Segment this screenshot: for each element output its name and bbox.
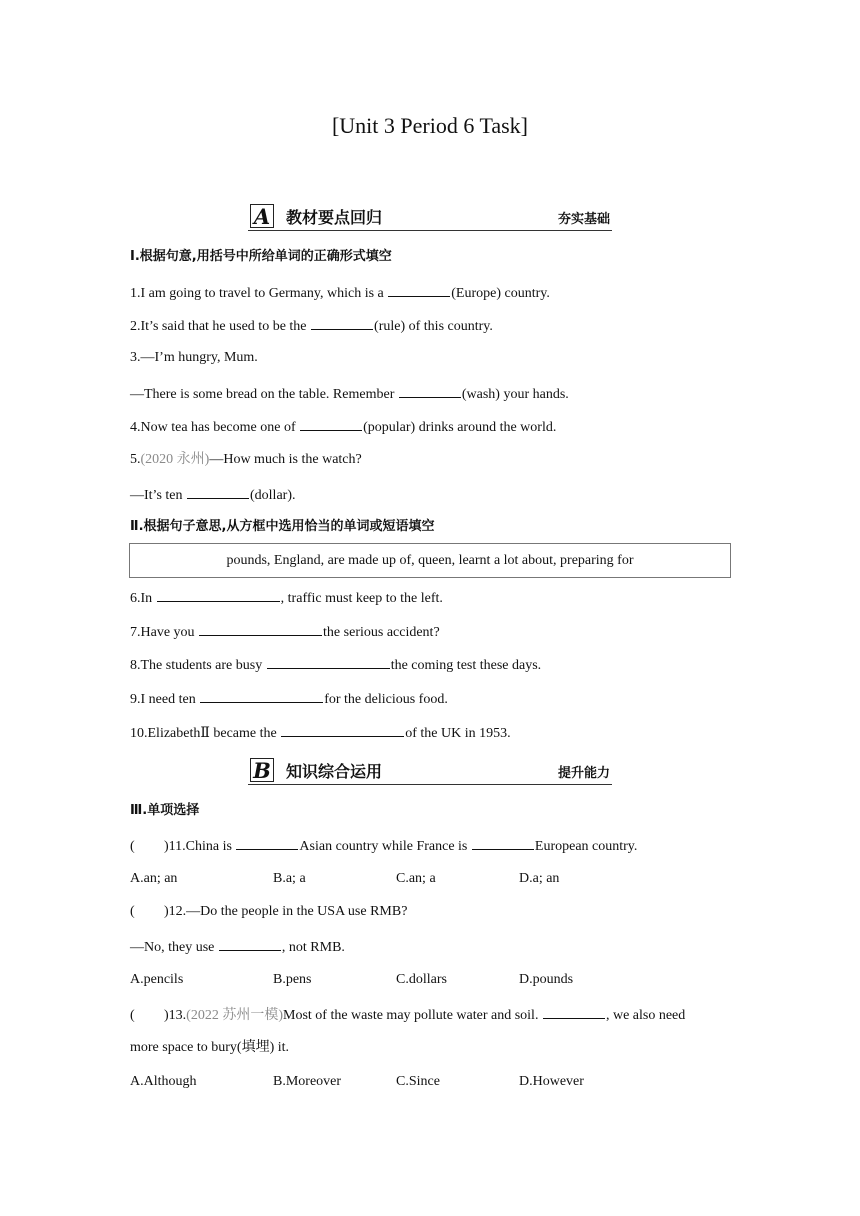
section-a-banner <box>248 202 612 231</box>
q11-option-c[interactable]: C.an; a <box>396 871 436 886</box>
page-title: [Unit 3 Period 6 Task] <box>331 113 529 138</box>
q13-option-d[interactable]: D.However <box>519 1074 584 1089</box>
answer-blank[interactable] <box>311 316 373 330</box>
part3-heading: Ⅲ.单项选择 <box>130 803 200 818</box>
q5-hint: (dollar). <box>250 488 296 503</box>
q9-rest: for the delicious food. <box>324 692 448 707</box>
q13-option-c[interactable]: C.Since <box>396 1074 440 1089</box>
q4-text: 4.Now tea has become one of <box>130 420 300 435</box>
question-8 <box>130 655 541 675</box>
q12-text: )12.—Do the people in the USA use RMB? <box>164 904 408 919</box>
q8-text: 8.The students are busy <box>130 658 266 673</box>
question-2 <box>130 316 493 336</box>
answer-blank[interactable] <box>187 485 249 499</box>
question-1 <box>130 283 550 303</box>
q6-text: 6.In <box>130 591 156 606</box>
answer-blank <box>219 937 281 951</box>
word-bank-box <box>129 543 731 578</box>
answer-blank[interactable] <box>399 384 461 398</box>
q2-hint: (rule) of this country. <box>374 319 493 334</box>
answer-blank[interactable] <box>200 689 323 703</box>
q12-answer-text: —No, they use <box>130 940 218 955</box>
word-bank-text: pounds, England, are made up of, queen, learnt a lot about, preparing for <box>226 552 634 568</box>
question-3-line2 <box>130 384 569 404</box>
q13-text: Most of the waste may pollute water and soil. <box>283 1008 542 1023</box>
q1-text: 1.I am going to travel to Germany, which is a <box>130 286 388 301</box>
section-b-badge: B <box>250 758 274 782</box>
q12-option-c[interactable]: C.dollars <box>396 972 447 987</box>
q11-mid: Asian country while France is <box>299 839 471 854</box>
answer-paren[interactable]: ( <box>130 1008 135 1023</box>
section-b-banner <box>248 756 612 785</box>
q9-text: 9.I need ten <box>130 692 200 707</box>
q11-option-b[interactable]: B.a; a <box>273 871 306 886</box>
answer-blank[interactable] <box>388 283 450 297</box>
q12-option-d[interactable]: D.pounds <box>519 972 574 987</box>
q10-text: 10.ElizabethⅡ became the <box>130 726 281 741</box>
q11-rest: European country. <box>534 839 638 854</box>
answer-blank <box>543 1005 605 1019</box>
q4-hint: (popular) drinks around the world. <box>363 420 557 435</box>
answer-blank[interactable] <box>300 417 362 431</box>
part2-heading: Ⅱ.根据句子意思,从方框中选用恰当的单词或短语填空 <box>130 519 435 534</box>
q13-rest: , we also need <box>605 1008 686 1023</box>
q13-option-a[interactable]: A.Although <box>130 1074 197 1089</box>
answer-blank[interactable] <box>267 655 390 669</box>
question-3-line1: 3.—I’m hungry, Mum. <box>130 350 258 365</box>
section-a-title: 教材要点回归 <box>286 208 383 227</box>
q11-text: )11.China is <box>164 839 236 854</box>
q1-hint: (Europe) country. <box>451 286 550 301</box>
q12-option-b[interactable]: B.pens <box>273 972 312 987</box>
answer-blank[interactable] <box>157 588 280 602</box>
question-11 <box>130 836 637 856</box>
q2-text: 2.It’s said that he used to be the <box>130 319 311 334</box>
q5-number: 5. <box>130 452 141 467</box>
q11-option-a[interactable]: A.an; an <box>130 871 178 886</box>
section-b-title: 知识综合运用 <box>286 762 383 781</box>
answer-paren[interactable]: ( <box>130 839 135 854</box>
question-5-line1 <box>130 451 362 469</box>
question-12-line2 <box>130 937 345 957</box>
question-10 <box>130 723 511 743</box>
q10-rest: of the UK in 1953. <box>405 726 511 741</box>
q3-hint: (wash) your hands. <box>461 387 569 402</box>
q12-rest: , not RMB. <box>281 940 345 955</box>
question-6 <box>130 588 443 608</box>
q11-option-d[interactable]: D.a; an <box>519 871 560 886</box>
answer-paren[interactable]: ( <box>130 904 135 919</box>
question-7 <box>130 622 440 642</box>
q6-rest: , traffic must keep to the left. <box>280 591 443 606</box>
q7-text: 7.Have you <box>130 625 199 640</box>
q7-rest: the serious accident? <box>323 625 440 640</box>
section-b-subtitle: 提升能力 <box>557 766 610 781</box>
q3-text: —There is some bread on the table. Remember <box>130 387 398 402</box>
question-12 <box>130 903 407 921</box>
q12-option-a[interactable]: A.pencils <box>130 972 184 987</box>
q5-text: —How much is the watch? <box>209 452 362 467</box>
answer-blank[interactable] <box>281 723 404 737</box>
section-a-subtitle: 夯实基础 <box>557 212 610 227</box>
q5-source: (2020 永州) <box>140 452 210 467</box>
question-13-line2: more space to bury(填埋) it. <box>130 1040 290 1055</box>
section-a-badge: A <box>250 204 274 228</box>
question-4 <box>130 417 556 437</box>
q13-option-b[interactable]: B.Moreover <box>273 1074 342 1089</box>
q8-rest: the coming test these days. <box>390 658 542 673</box>
q13-number: )13. <box>164 1008 187 1023</box>
q13-source: (2022 苏州一模) <box>186 1008 283 1023</box>
question-9 <box>130 689 448 709</box>
part1-heading: Ⅰ.根据句意,用括号中所给单词的正确形式填空 <box>130 249 392 264</box>
answer-blank <box>236 836 298 850</box>
question-13 <box>130 1005 685 1025</box>
answer-blank <box>472 836 534 850</box>
q5-answer-text: —It’s ten <box>130 488 186 503</box>
question-5-line2 <box>130 485 295 505</box>
answer-blank[interactable] <box>199 622 322 636</box>
